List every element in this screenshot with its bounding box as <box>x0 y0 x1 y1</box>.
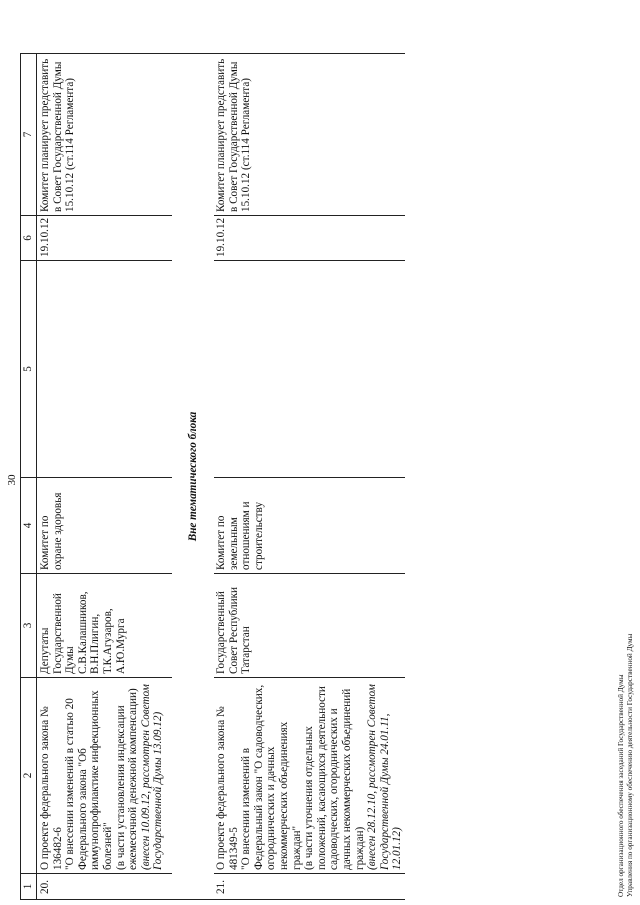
responsible-committee: Комитет по земельным отношениям и строительству <box>214 478 405 574</box>
bill-description <box>214 678 405 874</box>
bill-author: Государственный Совет Республики Татарстан <box>214 574 405 678</box>
review-date: 19.10.12 <box>37 216 173 261</box>
col-header-5: 5 <box>21 261 37 478</box>
bill-number: О проекте федерального закона № 481349-5 <box>215 706 240 870</box>
col-header-2: 2 <box>21 678 37 874</box>
status-note: Комитет планирует представить в Совет Государственной Думы 15.10.12 (ст.114 Регламента) <box>37 54 173 216</box>
col-header-3: 3 <box>21 574 37 678</box>
status-note: Комитет планирует представить в Совет Государственной Думы 15.10.12 (ст.114 Регламента) <box>214 54 405 216</box>
row-number: 20. <box>37 874 173 900</box>
table-row <box>37 54 173 900</box>
row-number: 21. <box>214 874 405 900</box>
column-5-cell <box>37 261 173 478</box>
col-header-7: 7 <box>21 54 37 216</box>
bill-scope: (в части уточнения отдельных положений, касающихся деятельности садоводческих, огороднических и дачных некоммерческих объединений граждан) <box>303 686 366 870</box>
bill-submitted: (внесен 10.09.12, рассмотрен Советом Государственной Думы 13.09.12) <box>139 684 165 870</box>
bill-submitted: (внесен 28.12.10, рассмотрен Советом Государственной Думы 24.01.11, 12.01.12) <box>366 684 404 870</box>
bill-number: О проекте федерального закона № 136482-6 <box>39 706 64 870</box>
bill-title: "О внесении изменений в Федеральный закон "О садоводческих, огороднических и дачных некоммерческих объединениях граждан" <box>240 684 303 870</box>
responsible-committee: Комитет по охране здоровья <box>37 478 173 574</box>
column-number-row <box>21 54 37 900</box>
page-footer <box>617 634 635 897</box>
footer-line-2: Управления по организационному обеспечению деятельности Государственной Думы <box>626 633 634 897</box>
thematic-block-row <box>172 54 214 900</box>
agenda-table <box>20 53 405 900</box>
col-header-1: 1 <box>21 874 37 900</box>
table-row <box>214 54 405 900</box>
col-header-4: 4 <box>21 478 37 574</box>
footer-line-1: Отдел организационного обеспечения заседаний Государственной Думы <box>617 674 625 897</box>
bill-scope: (в части установления индексации ежемесячной денежной компенсации) <box>114 688 140 870</box>
column-5-cell <box>214 261 405 478</box>
review-date: 19.10.12 <box>214 216 405 261</box>
col-header-6: 6 <box>21 216 37 261</box>
bill-title: "О внесении изменений в статью 20 Федерального закона "Об иммунопрофилактике инфекционных болезней" <box>64 690 114 870</box>
bill-description <box>37 678 173 874</box>
block-heading: Вне тематического блока <box>172 54 214 900</box>
page-number: 30 <box>6 474 18 486</box>
bill-author: Депутаты Государственной Думы С.В.Калашников, В.Н.Плигин, Т.К.Агузаров, А.Ю.Мурга <box>37 574 173 678</box>
